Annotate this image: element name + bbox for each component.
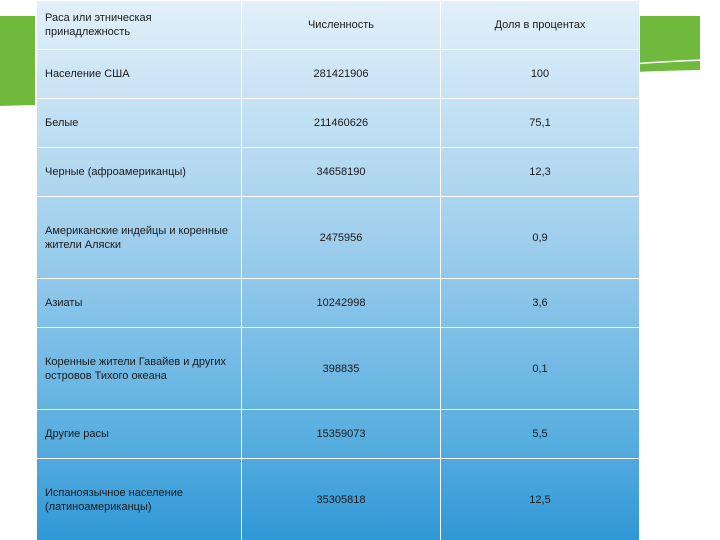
row-group: Азиаты (37, 279, 242, 328)
row-share: 12,3 (441, 148, 640, 197)
table-row (37, 197, 640, 279)
row-share: 75,1 (441, 99, 640, 148)
table-row (37, 50, 640, 99)
row-group: Коренные жители Гавайев и других островов Тихого океана (37, 328, 242, 410)
demographics-table-container (35, 0, 640, 540)
row-share: 0,1 (441, 328, 640, 410)
row-count: 281421906 (242, 50, 441, 99)
header-group: Раса или этническая принадлежность (37, 1, 242, 50)
table-row (37, 459, 640, 540)
row-share: 3,6 (441, 279, 640, 328)
row-share: 100 (441, 50, 640, 99)
table-row (37, 148, 640, 197)
row-group: Население США (37, 50, 242, 99)
row-share: 0,9 (441, 197, 640, 279)
table-row (37, 410, 640, 459)
row-group: Испаноязычное население (латиноамериканцы) (37, 459, 242, 540)
table-header-row (37, 1, 640, 50)
row-group: Белые (37, 99, 242, 148)
row-share: 12,5 (441, 459, 640, 540)
table-row (37, 328, 640, 410)
row-count: 10242998 (242, 279, 441, 328)
header-count: Численность (242, 1, 441, 50)
row-count: 35305818 (242, 459, 441, 540)
row-share: 5,5 (441, 410, 640, 459)
row-count: 34658190 (242, 148, 441, 197)
row-group: Другие расы (37, 410, 242, 459)
demographics-table (36, 0, 640, 540)
row-count: 2475956 (242, 197, 441, 279)
row-count: 15359073 (242, 410, 441, 459)
header-share: Доля в процентах (441, 1, 640, 50)
table-row (37, 99, 640, 148)
row-group: Американские индейцы и коренные жители Аляски (37, 197, 242, 279)
row-group: Черные (афроамериканцы) (37, 148, 242, 197)
row-count: 211460626 (242, 99, 441, 148)
table-row (37, 279, 640, 328)
row-count: 398835 (242, 328, 441, 410)
